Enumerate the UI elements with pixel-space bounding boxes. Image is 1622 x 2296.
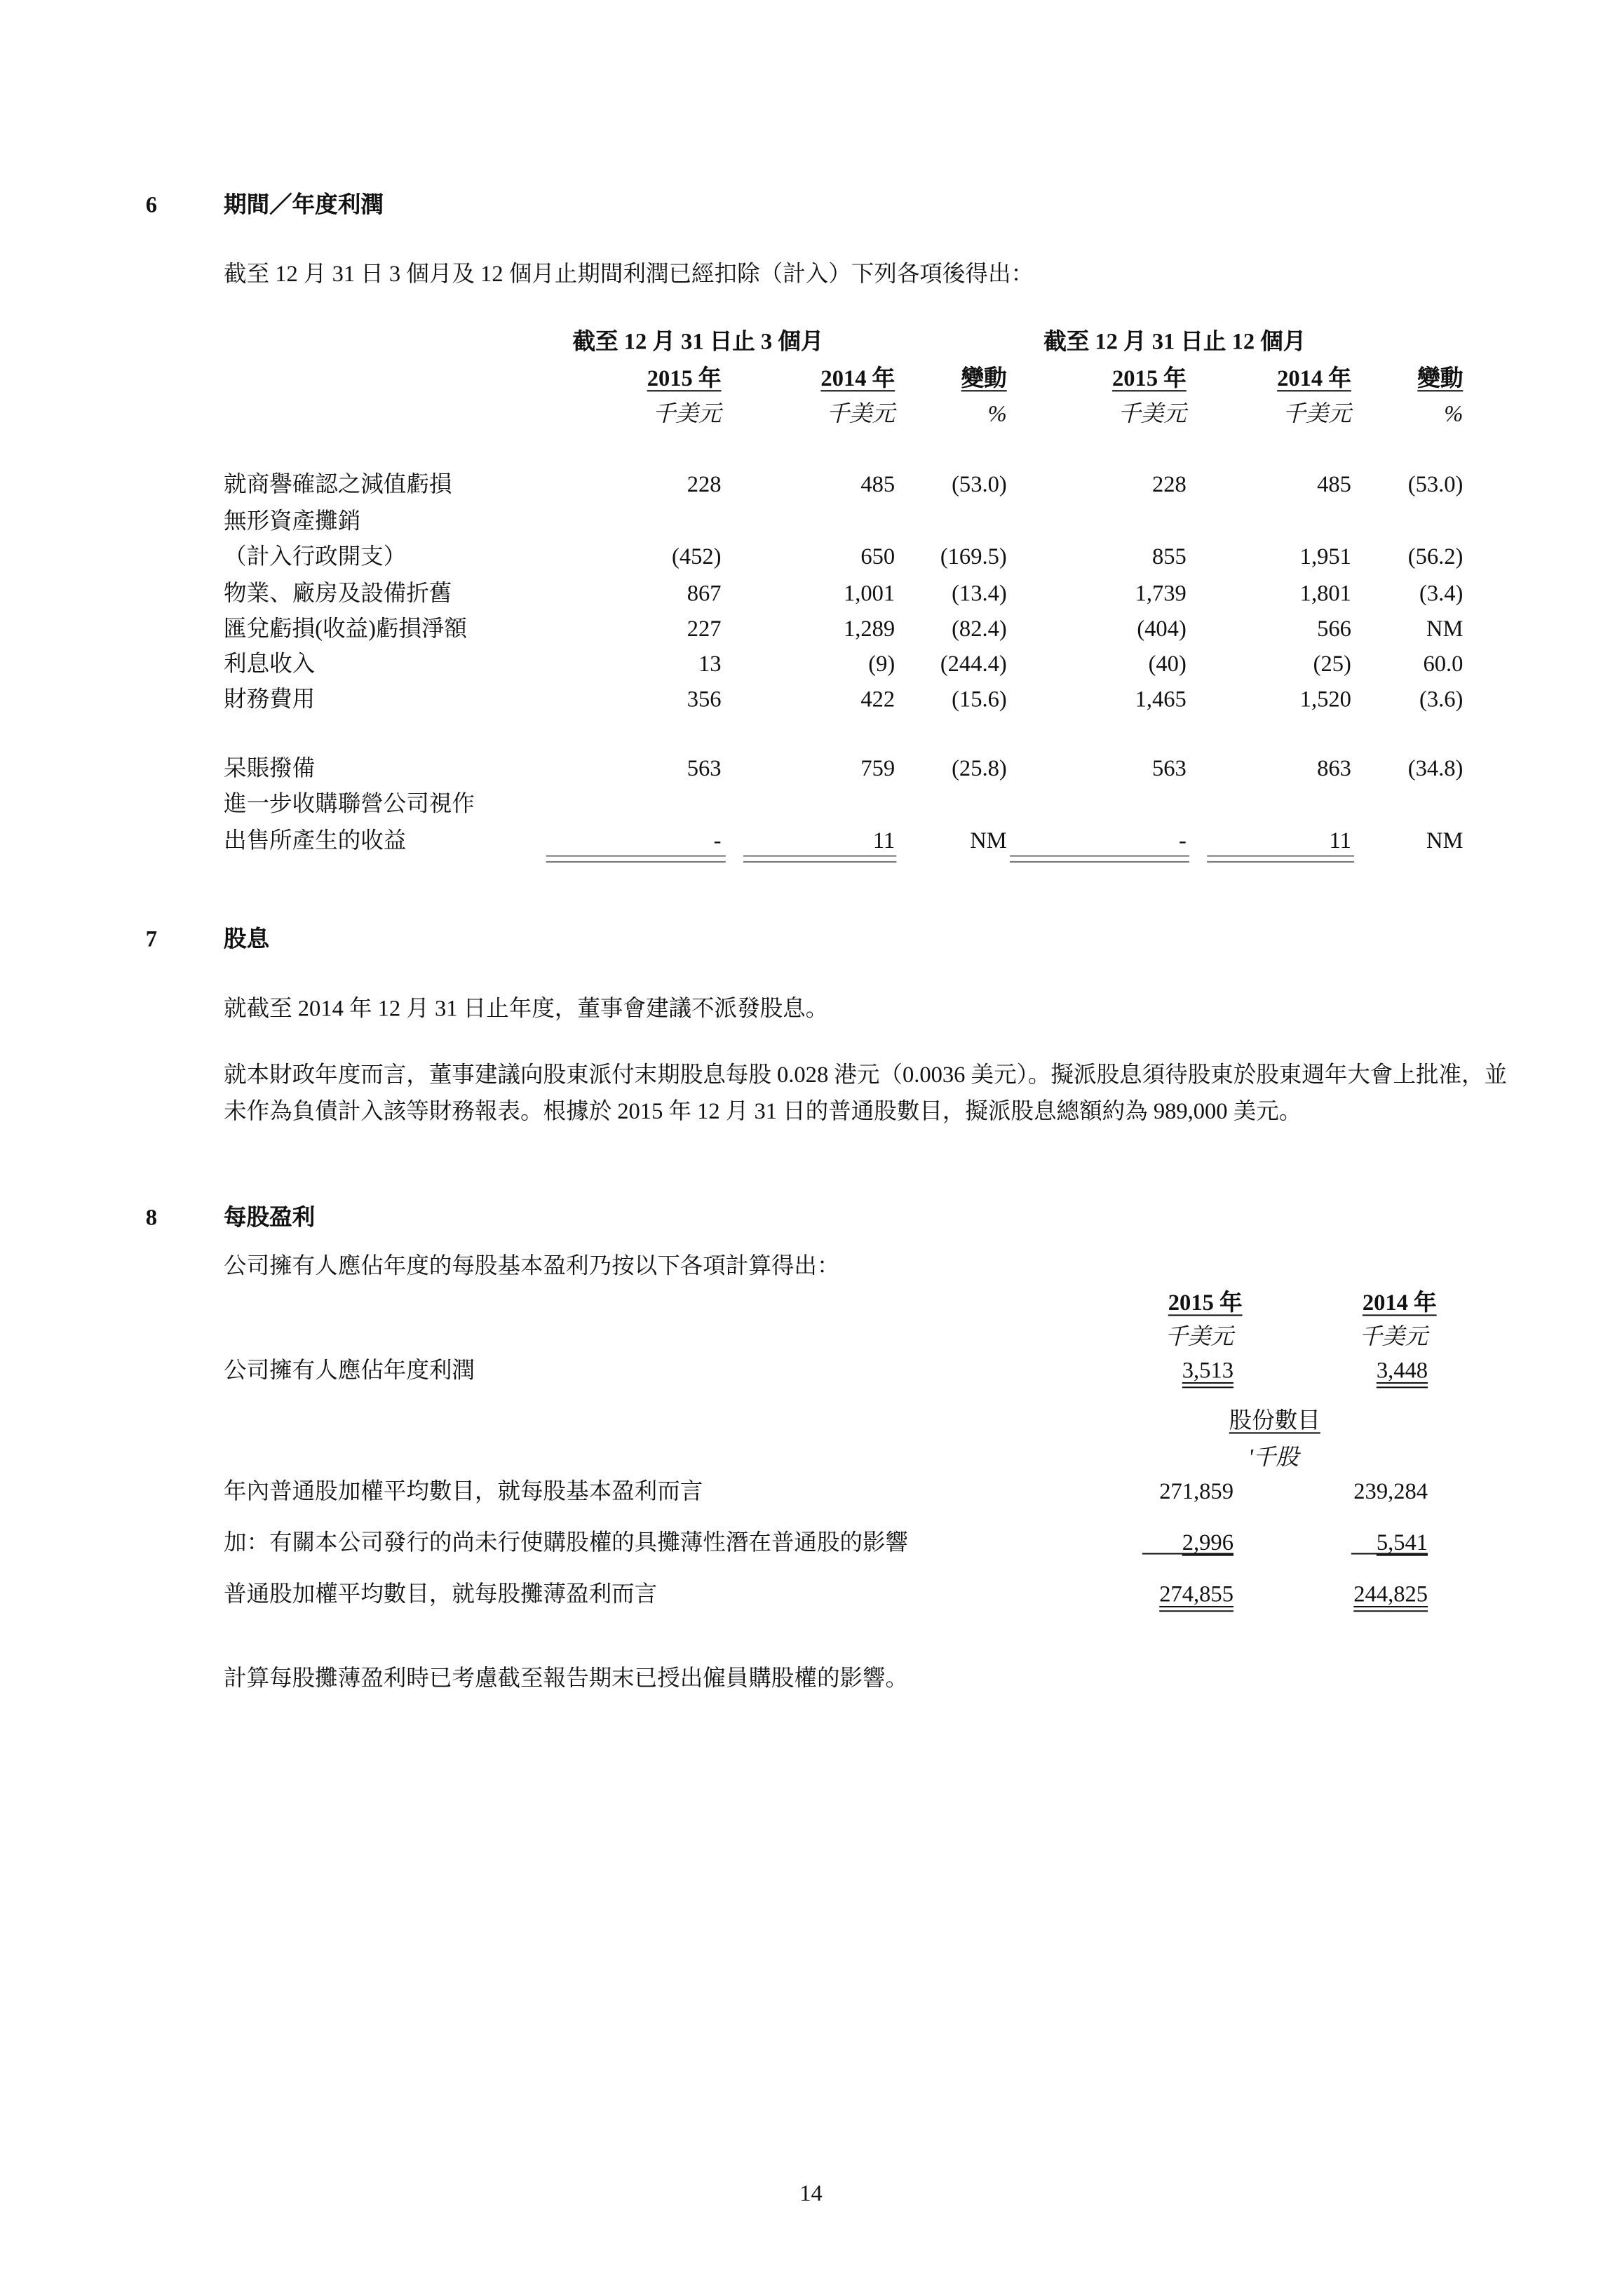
profit-2014: 3,448 [1376,1358,1428,1384]
shares-header: 股份數目 [1229,1408,1320,1434]
q-col-change: 變動 [961,366,1007,392]
cell-y2015: 1,465 [1135,687,1187,713]
cell-y2015: (40) [1148,651,1187,677]
cell-ychange: (3.4) [1419,581,1464,607]
cell-q2014: 1,001 [843,581,896,607]
q-unit-pct: % [987,402,1007,427]
y-unit-pct: % [1444,402,1464,427]
cell-ychange: (56.2) [1407,544,1464,570]
basic-2014: 239,284 [1353,1479,1428,1505]
effect-2015 [1142,1532,1234,1555]
cell-q2015: 227 [687,616,722,642]
q-col-2014: 2014 年 [820,366,896,392]
section-8-intro: 公司擁有人應佔年度的每股基本盈利乃按以下各項計算得出： [224,1254,840,1280]
section-6-intro: 截至 12 月 31 日 3 個月及 12 個月止期間利潤已經扣除（計入）下列各項後得出： [224,262,1034,288]
q-unit-2015: 千美元 [652,402,722,427]
effect-2015-value: 2,996 [1182,1530,1234,1556]
y-col-2015: 2015 年 [1112,366,1187,392]
y-unit-2015: 千美元 [1118,402,1187,427]
cell-q2015: 356 [687,687,722,713]
cell-qchange: (53.0) [952,472,1007,498]
cell-ychange: (3.6) [1419,687,1464,713]
cell-q2014: (9) [868,651,896,677]
section-8-title: 每股盈利 [224,1206,316,1231]
cell-qchange: NM [970,828,1007,854]
row-label: 進一步收購聯營公司視作 [224,792,475,817]
row-label: 無形資產攤銷 [224,509,361,534]
cell-qchange: (15.6) [952,687,1007,713]
cell-qchange: (13.4) [952,581,1007,607]
basic-2015: 271,859 [1159,1479,1234,1505]
cell-q2015: 563 [687,756,722,782]
cell-qchange: (82.4) [952,616,1007,642]
effect-2014-value: 5,541 [1376,1530,1428,1556]
total-rule-q2015 [546,856,726,863]
cell-y2015: - [1178,828,1187,854]
row-label: （計入行政開支） [224,544,407,570]
total-rule-q2014 [743,856,896,863]
profit-2015: 3,513 [1182,1358,1234,1384]
y-unit-2014: 千美元 [1283,402,1351,427]
header-twelve-months: 截至 12 月 31 日止 12 個月 [1043,330,1306,355]
cell-q2015: - [713,828,722,854]
cell-q2015: 228 [687,472,722,498]
cell-q2014: 759 [860,756,896,782]
header-three-months: 截至 12 月 31 日止 3 個月 [572,330,824,355]
q-unit-2014: 千美元 [826,402,896,427]
diluted-note: 計算每股攤薄盈利時已考慮截至報告期末已授出僱員購股權的影響。 [224,1666,909,1691]
cell-y2015: 563 [1151,756,1187,782]
eps-unit-2015: 千美元 [1165,1325,1234,1350]
cell-ychange: 60.0 [1423,651,1464,677]
cell-y2014: 11 [1329,828,1351,854]
cell-qchange: (25.8) [952,756,1007,782]
q-col-2015: 2015 年 [647,366,722,392]
eps-unit-2014: 千美元 [1359,1325,1428,1350]
diluted-label: 普通股加權平均數目，就每股攤薄盈利而言 [224,1582,658,1608]
row-label: 利息收入 [224,651,316,677]
cell-q2014: 650 [860,544,896,570]
cell-q2015: 13 [698,651,722,677]
basic-label: 年內普通股加權平均數目，就每股基本盈利而言 [224,1479,703,1505]
cell-qchange: (244.4) [940,651,1007,677]
row-label: 出售所產生的收益 [224,828,407,854]
page-number: 14 [799,2181,823,2207]
dividend-paragraph-1: 就截至 2014 年 12 月 31 日止年度，董事會建議不派發股息。 [224,997,829,1022]
cell-y2014: (25) [1313,651,1351,677]
shares-unit: '千股 [1248,1445,1299,1471]
section-7-title: 股息 [224,927,270,953]
cell-qchange: (169.5) [940,544,1007,570]
cell-q2014: 1,289 [843,616,896,642]
row-label: 就商譽確認之減值虧損 [224,472,452,498]
cell-q2015: (452) [672,544,722,570]
total-rule-y2015 [1010,856,1189,863]
eps-col-2015: 2015 年 [1168,1290,1243,1316]
eps-col-2014: 2014 年 [1362,1290,1437,1316]
cell-y2014: 863 [1317,756,1351,782]
diluted-2014: 244,825 [1353,1582,1428,1608]
y-col-2014: 2014 年 [1277,366,1351,392]
row-label: 物業、廠房及設備折舊 [224,581,452,607]
row-label: 匯兌虧損(收益)虧損淨額 [224,616,468,642]
effect-label: 加：有關本公司發行的尚未行使購股權的具攤薄性潛在普通股的影響 [224,1530,909,1556]
profit-label: 公司擁有人應佔年度利潤 [224,1358,475,1384]
cell-y2015: 1,739 [1135,581,1187,607]
effect-2014-rule [1351,1553,1428,1554]
row-label: 呆賬撥備 [224,756,316,782]
cell-y2014: 1,801 [1299,581,1351,607]
cell-y2014: 1,951 [1299,544,1351,570]
cell-q2015: 867 [687,581,722,607]
cell-y2014: 485 [1317,472,1351,498]
cell-ychange: NM [1426,616,1464,642]
section-7-number: 7 [145,927,158,953]
section-6-title: 期間／年度利潤 [224,192,384,218]
cell-y2015: 855 [1151,544,1187,570]
cell-y2014: 1,520 [1299,687,1351,713]
cell-ychange: NM [1426,828,1464,854]
cell-q2014: 485 [860,472,896,498]
row-label: 財務費用 [224,687,316,713]
effect-2015-rule [1142,1553,1234,1554]
section-8-number: 8 [145,1206,158,1231]
total-rule-y2014 [1207,856,1354,863]
effect-2014 [1351,1532,1428,1555]
section-6-number: 6 [145,192,158,218]
cell-y2015: 228 [1151,472,1187,498]
cell-ychange: (53.0) [1407,472,1464,498]
cell-q2014: 422 [860,687,896,713]
diluted-2015: 274,855 [1159,1582,1234,1608]
cell-q2014: 11 [872,828,896,854]
cell-y2015: (404) [1137,616,1187,642]
dividend-paragraph-2: 就本財政年度而言，董事建議向股東派付末期股息每股 0.028 港元（0.0036 美元）。擬派股息須待股東於股東週年大會上批准，並未作為負債計入該等財務報表。根據於 2015 年 12 月 31 日的普通股數目，擬派股息總額約為 989,000 美元。 [224,1062,1508,1125]
y-col-change: 變動 [1417,366,1464,392]
cell-y2014: 566 [1317,616,1351,642]
cell-ychange: (34.8) [1407,756,1464,782]
